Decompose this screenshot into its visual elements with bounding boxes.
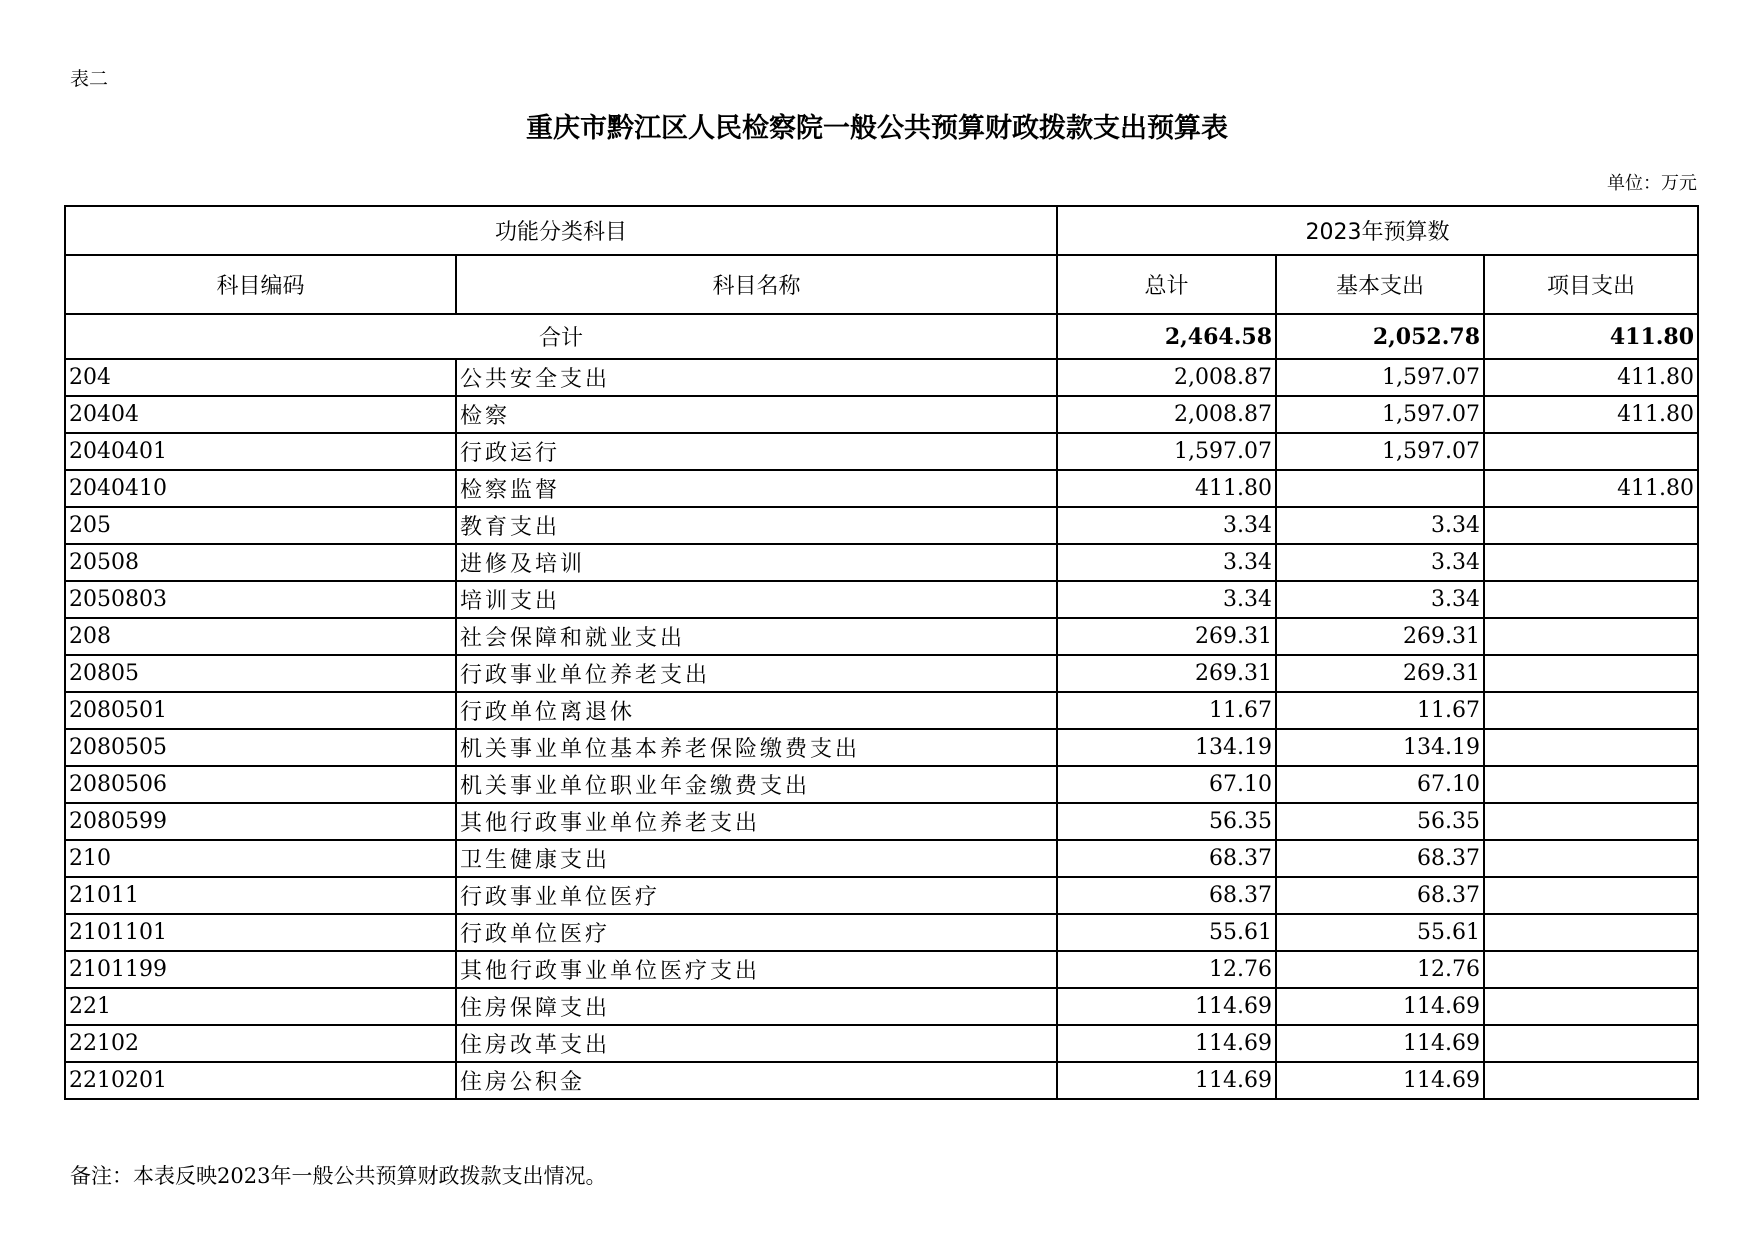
table-row: [65, 729, 1698, 766]
total-cell: 11.67: [1057, 692, 1276, 729]
basic-expenditure-cell: 67.10: [1276, 766, 1484, 803]
total-row: [65, 314, 1698, 359]
subject-code-cell: 21011: [65, 877, 456, 914]
total-cell: 269.31: [1057, 655, 1276, 692]
total-label: 合计: [65, 314, 1057, 359]
table-row: [65, 433, 1698, 470]
header-budget-year: 2023年预算数: [1057, 206, 1698, 255]
table-row: [65, 951, 1698, 988]
subject-code-cell: 20508: [65, 544, 456, 581]
project-expenditure-cell: [1484, 581, 1698, 618]
basic-expenditure-cell: 114.69: [1276, 1062, 1484, 1099]
basic-expenditure-cell: 114.69: [1276, 1025, 1484, 1062]
table-row: [65, 914, 1698, 951]
total-sum: 2,464.58: [1057, 314, 1276, 359]
subject-name-cell: 培训支出: [456, 581, 1057, 618]
subject-code-cell: 204: [65, 359, 456, 396]
budget-table: [64, 205, 1699, 1100]
subject-code-cell: 20404: [65, 396, 456, 433]
subject-code-cell: 221: [65, 988, 456, 1025]
project-expenditure-cell: [1484, 803, 1698, 840]
subject-name-cell: 行政事业单位养老支出: [456, 655, 1057, 692]
total-basic: 2,052.78: [1276, 314, 1484, 359]
table-row: [65, 1025, 1698, 1062]
total-cell: 3.34: [1057, 581, 1276, 618]
project-expenditure-cell: 411.80: [1484, 470, 1698, 507]
header-functional-category: 功能分类科目: [65, 206, 1057, 255]
basic-expenditure-cell: 55.61: [1276, 914, 1484, 951]
table-row: [65, 840, 1698, 877]
project-expenditure-cell: 411.80: [1484, 359, 1698, 396]
table-row: [65, 581, 1698, 618]
total-cell: 269.31: [1057, 618, 1276, 655]
table-row: [65, 507, 1698, 544]
total-cell: 3.34: [1057, 507, 1276, 544]
basic-expenditure-cell: 68.37: [1276, 840, 1484, 877]
total-cell: 1,597.07: [1057, 433, 1276, 470]
project-expenditure-cell: [1484, 877, 1698, 914]
subject-name-cell: 住房改革支出: [456, 1025, 1057, 1062]
header-project-expenditure: 项目支出: [1484, 255, 1698, 314]
table-row: [65, 618, 1698, 655]
project-expenditure-cell: [1484, 692, 1698, 729]
project-expenditure-cell: [1484, 544, 1698, 581]
total-cell: 2,008.87: [1057, 396, 1276, 433]
project-expenditure-cell: 411.80: [1484, 396, 1698, 433]
table-row: [65, 1062, 1698, 1099]
subject-name-cell: 机关事业单位职业年金缴费支出: [456, 766, 1057, 803]
table-row: [65, 396, 1698, 433]
subject-name-cell: 住房公积金: [456, 1062, 1057, 1099]
total-cell: 3.34: [1057, 544, 1276, 581]
basic-expenditure-cell: 68.37: [1276, 877, 1484, 914]
subject-name-cell: 其他行政事业单位医疗支出: [456, 951, 1057, 988]
basic-expenditure-cell: 269.31: [1276, 618, 1484, 655]
total-cell: 55.61: [1057, 914, 1276, 951]
subject-name-cell: 教育支出: [456, 507, 1057, 544]
table-row: [65, 692, 1698, 729]
subject-code-cell: 2050803: [65, 581, 456, 618]
subject-name-cell: 卫生健康支出: [456, 840, 1057, 877]
project-expenditure-cell: [1484, 840, 1698, 877]
subject-name-cell: 行政单位医疗: [456, 914, 1057, 951]
table-row: [65, 544, 1698, 581]
total-cell: 67.10: [1057, 766, 1276, 803]
page-title: 重庆市黔江区人民检察院一般公共预算财政拨款支出预算表: [526, 113, 1228, 144]
subject-name-cell: 公共安全支出: [456, 359, 1057, 396]
basic-expenditure-cell: 269.31: [1276, 655, 1484, 692]
subject-code-cell: 2101101: [65, 914, 456, 951]
subject-name-cell: 检察: [456, 396, 1057, 433]
subject-name-cell: 其他行政事业单位养老支出: [456, 803, 1057, 840]
subject-code-cell: 210: [65, 840, 456, 877]
subject-name-cell: 检察监督: [456, 470, 1057, 507]
total-cell: 114.69: [1057, 1062, 1276, 1099]
header-subject-name: 科目名称: [456, 255, 1057, 314]
basic-expenditure-cell: 1,597.07: [1276, 359, 1484, 396]
project-expenditure-cell: [1484, 914, 1698, 951]
project-expenditure-cell: [1484, 507, 1698, 544]
subject-code-cell: 2040410: [65, 470, 456, 507]
project-expenditure-cell: [1484, 988, 1698, 1025]
table-row: [65, 655, 1698, 692]
table-row: [65, 359, 1698, 396]
header-column-row: [65, 255, 1698, 314]
basic-expenditure-cell: 114.69: [1276, 988, 1484, 1025]
table-number-label: 表二: [70, 68, 109, 90]
basic-expenditure-cell: 11.67: [1276, 692, 1484, 729]
project-expenditure-cell: [1484, 655, 1698, 692]
basic-expenditure-cell: 12.76: [1276, 951, 1484, 988]
total-cell: 2,008.87: [1057, 359, 1276, 396]
basic-expenditure-cell: [1276, 470, 1484, 507]
subject-name-cell: 进修及培训: [456, 544, 1057, 581]
total-project: 411.80: [1484, 314, 1698, 359]
total-cell: 134.19: [1057, 729, 1276, 766]
table-row: [65, 877, 1698, 914]
project-expenditure-cell: [1484, 1025, 1698, 1062]
total-cell: 114.69: [1057, 988, 1276, 1025]
basic-expenditure-cell: 1,597.07: [1276, 433, 1484, 470]
basic-expenditure-cell: 1,597.07: [1276, 396, 1484, 433]
subject-code-cell: 2210201: [65, 1062, 456, 1099]
table-row: [65, 766, 1698, 803]
subject-code-cell: 2080505: [65, 729, 456, 766]
basic-expenditure-cell: 3.34: [1276, 581, 1484, 618]
header-subject-code: 科目编码: [65, 255, 456, 314]
header-total: 总计: [1057, 255, 1276, 314]
project-expenditure-cell: [1484, 951, 1698, 988]
project-expenditure-cell: [1484, 729, 1698, 766]
basic-expenditure-cell: 3.34: [1276, 507, 1484, 544]
subject-name-cell: 行政单位离退休: [456, 692, 1057, 729]
project-expenditure-cell: [1484, 618, 1698, 655]
subject-code-cell: 2080506: [65, 766, 456, 803]
total-cell: 114.69: [1057, 1025, 1276, 1062]
total-cell: 411.80: [1057, 470, 1276, 507]
header-group-row: [65, 206, 1698, 255]
project-expenditure-cell: [1484, 1062, 1698, 1099]
basic-expenditure-cell: 56.35: [1276, 803, 1484, 840]
table-row: [65, 988, 1698, 1025]
subject-code-cell: 2040401: [65, 433, 456, 470]
project-expenditure-cell: [1484, 433, 1698, 470]
subject-code-cell: 205: [65, 507, 456, 544]
footnote: 备注：本表反映2023年一般公共预算财政拨款支出情况。: [70, 1164, 607, 1188]
basic-expenditure-cell: 134.19: [1276, 729, 1484, 766]
total-cell: 12.76: [1057, 951, 1276, 988]
subject-name-cell: 住房保障支出: [456, 988, 1057, 1025]
subject-code-cell: 2080599: [65, 803, 456, 840]
subject-name-cell: 机关事业单位基本养老保险缴费支出: [456, 729, 1057, 766]
total-cell: 68.37: [1057, 877, 1276, 914]
subject-code-cell: 22102: [65, 1025, 456, 1062]
total-cell: 68.37: [1057, 840, 1276, 877]
subject-code-cell: 208: [65, 618, 456, 655]
subject-name-cell: 行政运行: [456, 433, 1057, 470]
subject-code-cell: 2101199: [65, 951, 456, 988]
total-cell: 56.35: [1057, 803, 1276, 840]
subject-code-cell: 2080501: [65, 692, 456, 729]
basic-expenditure-cell: 3.34: [1276, 544, 1484, 581]
unit-label: 单位：万元: [1607, 173, 1697, 194]
table-row: [65, 470, 1698, 507]
table-row: [65, 803, 1698, 840]
header-basic-expenditure: 基本支出: [1276, 255, 1484, 314]
project-expenditure-cell: [1484, 766, 1698, 803]
subject-code-cell: 20805: [65, 655, 456, 692]
subject-name-cell: 社会保障和就业支出: [456, 618, 1057, 655]
subject-name-cell: 行政事业单位医疗: [456, 877, 1057, 914]
